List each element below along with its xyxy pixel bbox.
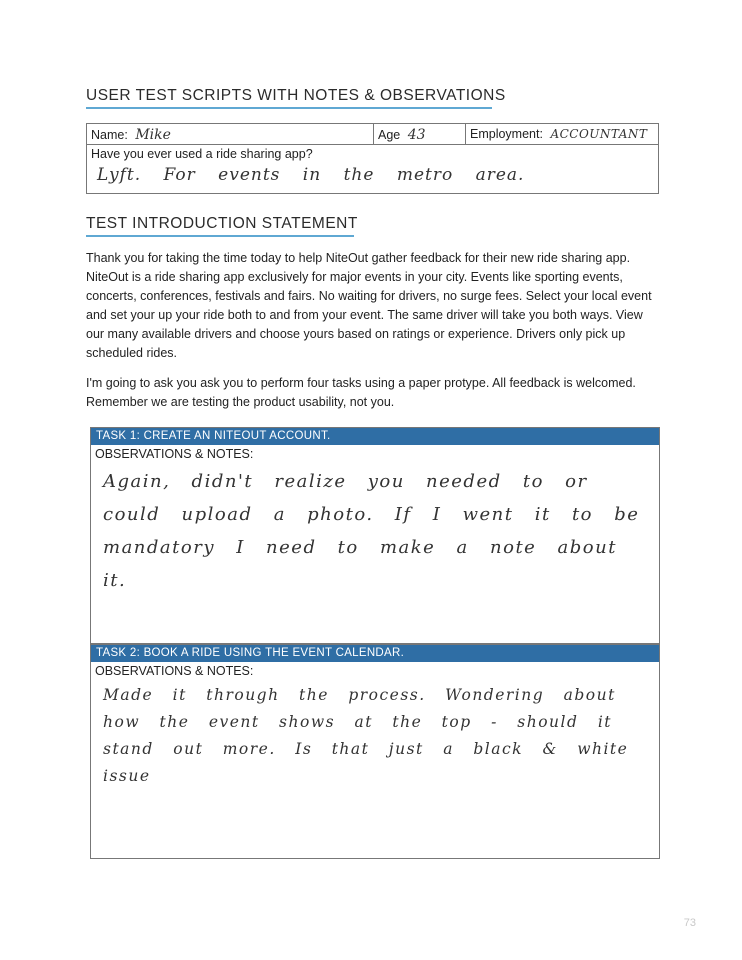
age-cell bbox=[374, 124, 466, 144]
heading-underline bbox=[86, 235, 354, 237]
participant-info-box bbox=[86, 123, 659, 194]
age-label: Age bbox=[378, 128, 401, 142]
employment-value: ACCOUNTANT bbox=[550, 127, 648, 141]
intro-paragraph-2: I'm going to ask you ask you to perform four tasks using a paper protype. All feedback is welcomed. Remember we are testing the product usability, not you. bbox=[86, 376, 636, 409]
employment-label: Employment: bbox=[470, 127, 543, 141]
section-heading-intro: TEST INTRODUCTION STATEMENT bbox=[86, 215, 358, 232]
task-1-notes-label: OBSERVATIONS & NOTES: bbox=[95, 447, 254, 461]
task-2-box bbox=[90, 644, 660, 859]
task-1-box bbox=[90, 427, 660, 644]
ride-sharing-question: Have you ever used a ride sharing app? bbox=[91, 147, 313, 161]
page-number: 73 bbox=[683, 917, 696, 929]
employment-cell bbox=[466, 124, 658, 144]
age-value: 43 bbox=[407, 127, 426, 143]
task-1-notes: Again, didn't realize you needed to or could upload a photo. If I went it to be mandatory I need to make a note about it. bbox=[103, 471, 640, 591]
task-2-notes: Made it through the process. Wondering about how the event shows at the top - should it stand out more. Is that just a black & white issue bbox=[103, 686, 629, 785]
heading-underline bbox=[86, 107, 492, 109]
participant-info-row bbox=[87, 124, 658, 145]
ride-sharing-answer: Lyft. For events in the metro area. bbox=[97, 165, 525, 185]
name-label: Name: bbox=[91, 128, 128, 142]
task-1-title: TASK 1: CREATE AN NITEOUT ACCOUNT. bbox=[91, 428, 659, 445]
task-2-notes-label: OBSERVATIONS & NOTES: bbox=[95, 664, 254, 678]
section-heading-scripts: USER TEST SCRIPTS WITH NOTES & OBSERVATIONS bbox=[86, 87, 506, 104]
intro-paragraph-1: Thank you for taking the time today to help NiteOut gather feedback for their new ride sharing app. NiteOut is a ride sharing app exclusively for major events in your city. Events like sporting events, concerts, conferences, festivals and fairs. No waiting for drivers, no surge fees. Select your local event and set your up your ride both to and from your event. The same driver will take you both ways. View our many available drivers and choose yours based on ratings or experience. Drivers only pick up scheduled rides. bbox=[86, 251, 652, 360]
name-cell bbox=[87, 124, 374, 144]
task-2-title: TASK 2: BOOK A RIDE USING THE EVENT CALENDAR. bbox=[91, 645, 659, 662]
name-value: Mike bbox=[135, 127, 171, 143]
